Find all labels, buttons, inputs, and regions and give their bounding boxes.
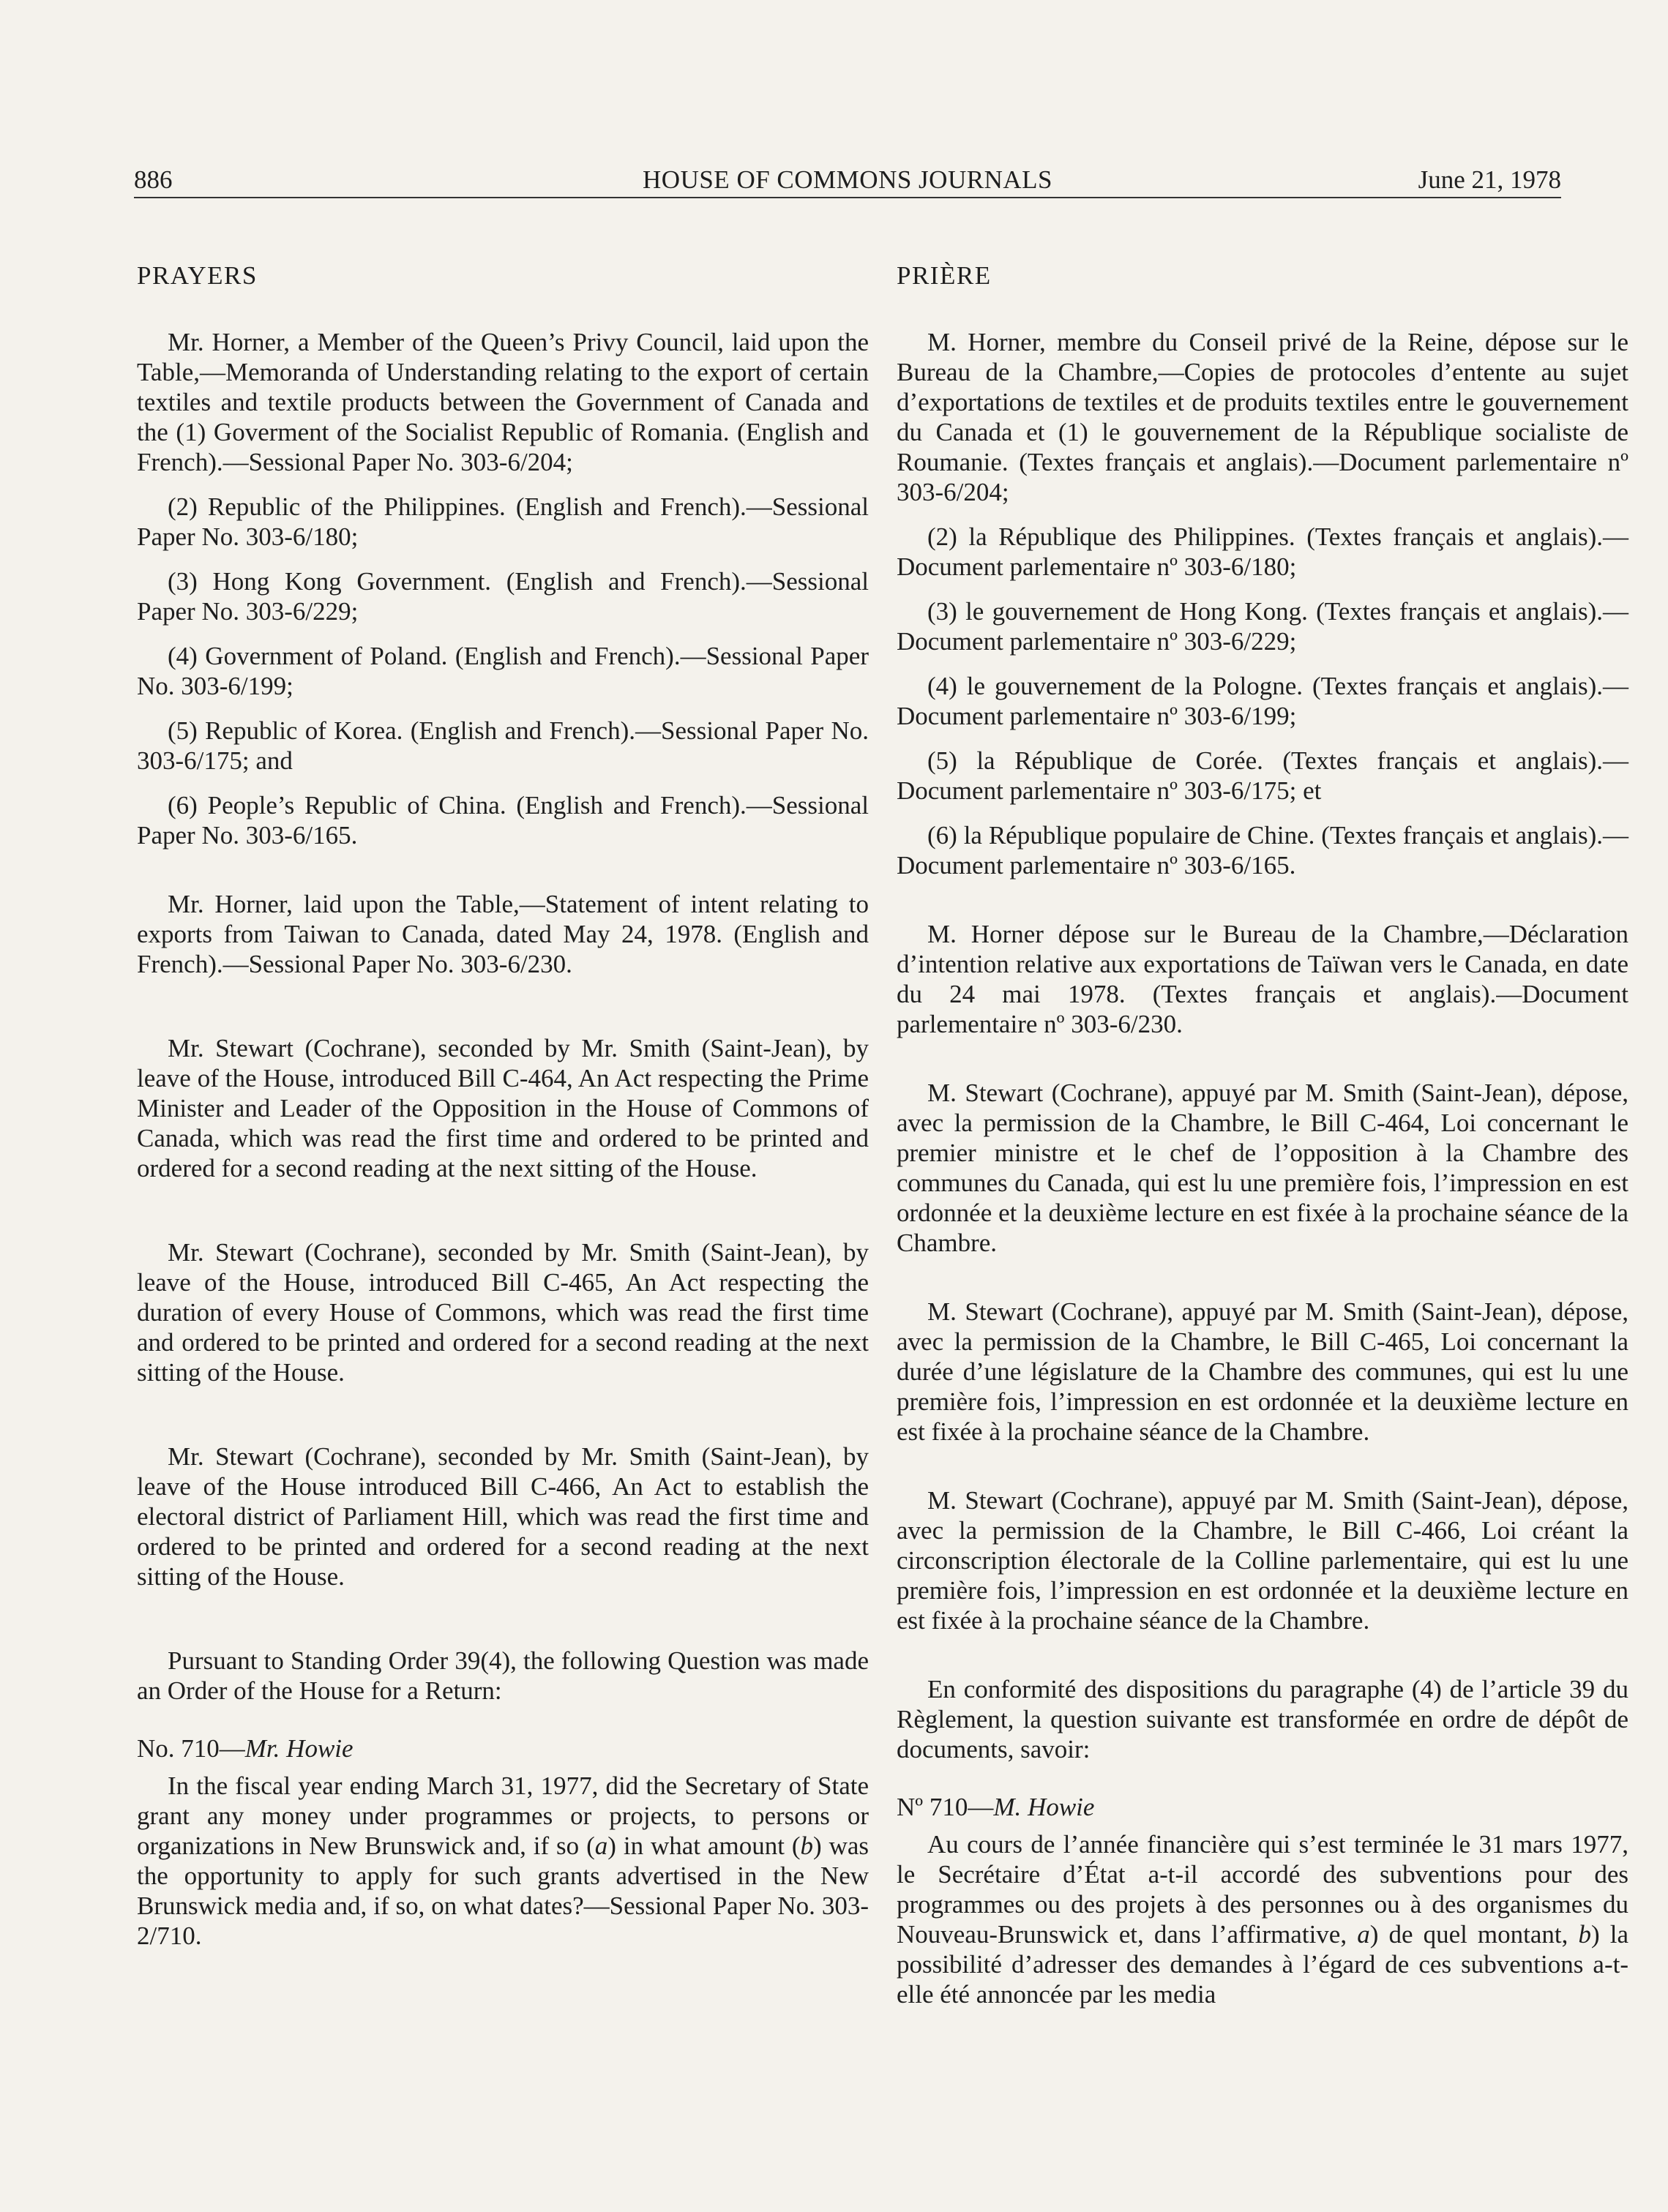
paragraph: (6) People’s Republic of China. (English and French).—Sessional Paper No. 303-6/165. [137,791,869,850]
paragraph: Mr. Stewart (Cochrane), seconded by Mr. Smith (Saint-Jean), by leave of the House introduced Bill C-466, An Act to establish the electoral district of Parliament Hill, which was read the first time and ordered to be printed and ordered for a second reading at the next sitting of the House. [137,1442,869,1591]
paragraph: (5) Republic of Korea. (English and French).—Sessional Paper No. 303-6/175; and [137,716,869,775]
question-number: No. 710— [137,1734,245,1763]
page-header [134,162,1561,198]
paragraph: (3) Hong Kong Government. (English and French).—Sessional Paper No. 303-6/229; [137,567,869,626]
question-text-part: Au cours de l’année financière qui s’est terminée le 31 mars 1977, le Secrétaire d’État a-t-il accordé des subventions pour des programmes ou des projets à des personnes ou à des organismes du Nouveau-Brunswick et, dans l’affirmative, [897,1830,1628,1949]
paragraph: (5) la République de Corée. (Textes français et anglais).—Document parlementaire nº 303-6/175; et [897,746,1628,805]
paragraph: M. Horner dépose sur le Bureau de la Chambre,—Déclaration d’intention relative aux exportations de Taïwan vers le Canada, en date du 24 mai 1978. (Textes français et anglais).—Document parlementaire nº 303-6/230. [897,920,1628,1038]
journal-title: HOUSE OF COMMONS JOURNALS [643,165,1052,194]
journal-date: June 21, 1978 [1418,165,1561,194]
question-text-part: ) la possibilité d’adresser des demandes à l’égard de ces subventions a-t-elle été annoncée par les media [897,1920,1628,2009]
page-number: 886 [134,165,173,194]
question-member: Mr. Howie [244,1734,354,1763]
paragraph: (3) le gouvernement de Hong Kong. (Textes français et anglais).—Document parlementaire nº 303-6/229; [897,597,1628,656]
question-item-a: a [1357,1920,1370,1949]
paragraph: (2) la République des Philippines. (Textes français et anglais).—Document parlementaire nº 303-6/180; [897,522,1628,581]
paragraph: Mr. Stewart (Cochrane), seconded by Mr. Smith (Saint-Jean), by leave of the House, introduced Bill C-465, An Act respecting the duration of every House of Commons, which was read the first time and ordered to be printed and ordered for a second reading at the next sitting of the House. [137,1238,869,1387]
question-text-part: ) de quel montant, [1369,1920,1579,1949]
paragraph: M. Horner, membre du Conseil privé de la Reine, dépose sur le Bureau de la Chambre,—Copies de protocoles d’entente au sujet d’exportations de textiles et de produits textiles entre le gouvernement du Canada et (1) le gouvernement de la République socialiste de Roumanie. (Textes français et anglais).—Document parlementaire nº 303-6/204; [897,328,1628,506]
question-text [137,1771,869,1951]
question-text-part: In the fiscal year ending March 31, 1977, did the Secretary of State grant any money under programmes or projects, to persons or organizations in New Brunswick and, if so ( [137,1772,869,1860]
question-item-a: a [594,1832,608,1860]
question-text [897,1829,1628,2009]
paragraph: Mr. Stewart (Cochrane), seconded by Mr. Smith (Saint-Jean), by leave of the House, introduced Bill C-464, An Act respecting the Prime Minister and Leader of the Opposition in the House of Commons of Canada, which was read the first time and ordered to be printed and ordered for a second reading at the next sitting of the House. [137,1034,869,1182]
section-heading: PRIÈRE [897,261,992,290]
question-member: M. Howie [993,1793,1095,1821]
paragraph: (4) le gouvernement de la Pologne. (Textes français et anglais).—Document parlementaire nº 303-6/199; [897,672,1628,730]
paragraph: (4) Government of Poland. (English and French).—Sessional Paper No. 303-6/199; [137,642,869,700]
question-item-b: b [800,1832,813,1860]
section-heading: PRAYERS [137,261,258,290]
paragraph: Mr. Horner, a Member of the Queen’s Privy Council, laid upon the Table,—Memoranda of Understanding relating to the export of certain textiles and textile products between the Government of Canada and the (1) Goverment of the Socialist Republic of Romania. (English and French).—Sessional Paper No. 303-6/204; [137,328,869,476]
paragraph: Mr. Horner, laid upon the Table,—Statement of intent relating to exports from Taiwan to Canada, dated May 24, 1978. (English and French).—Sessional Paper No. 303-6/230. [137,890,869,978]
question-text-part: ) was the opportunity to apply for such grants advertised in the New Brunswick media and, if so, on what dates?—Sessional Paper No. 303-2/710. [137,1832,869,1950]
paragraph: (2) Republic of the Philippines. (English and French).—Sessional Paper No. 303-6/180; [137,492,869,551]
question-item-b: b [1578,1920,1591,1949]
paragraph: M. Stewart (Cochrane), appuyé par M. Smith (Saint-Jean), dépose, avec la permission de la Chambre, le Bill C-465, Loi concernant la durée d’une législature de la Chambre des communes, qui est lu une première fois, l’impression en est ordonnée et la deuxième lecture en est fixée à la prochaine séance de la Chambre. [897,1297,1628,1446]
question-heading [897,1792,1628,1822]
paragraph: M. Stewart (Cochrane), appuyé par M. Smith (Saint-Jean), dépose, avec la permission de la Chambre, le Bill C-466, Loi créant la circonscription électorale de la Colline parlementaire, qui est lu une première fois, l’impression en est ordonnée et la deuxième lecture en est fixée à la prochaine séance de la Chambre. [897,1486,1628,1635]
french-column [897,260,1628,2009]
paragraph: Pursuant to Standing Order 39(4), the following Question was made an Order of the House for a Return: [137,1646,869,1705]
paragraph: (6) la République populaire de Chine. (Textes français et anglais).—Document parlementaire nº 303-6/165. [897,821,1628,880]
english-column [137,260,869,1951]
question-heading [137,1733,869,1763]
header-rule [134,197,1561,198]
question-text-part: ) in what amount ( [607,1832,801,1860]
paragraph: M. Stewart (Cochrane), appuyé par M. Smith (Saint-Jean), dépose, avec la permission de la Chambre, le Bill C-464, Loi concernant le premier ministre et le chef de l’opposition à la Chambre des communes du Canada, qui est lu une première fois, l’impression en est ordonnée et la deuxième lecture en est fixée à la prochaine séance de la Chambre. [897,1079,1628,1257]
question-number: Nº 710— [897,1793,994,1821]
paragraph: En conformité des dispositions du paragraphe (4) de l’article 39 du Règlement, la question suivante est transformée en ordre de dépôt de documents, savoir: [897,1675,1628,1763]
